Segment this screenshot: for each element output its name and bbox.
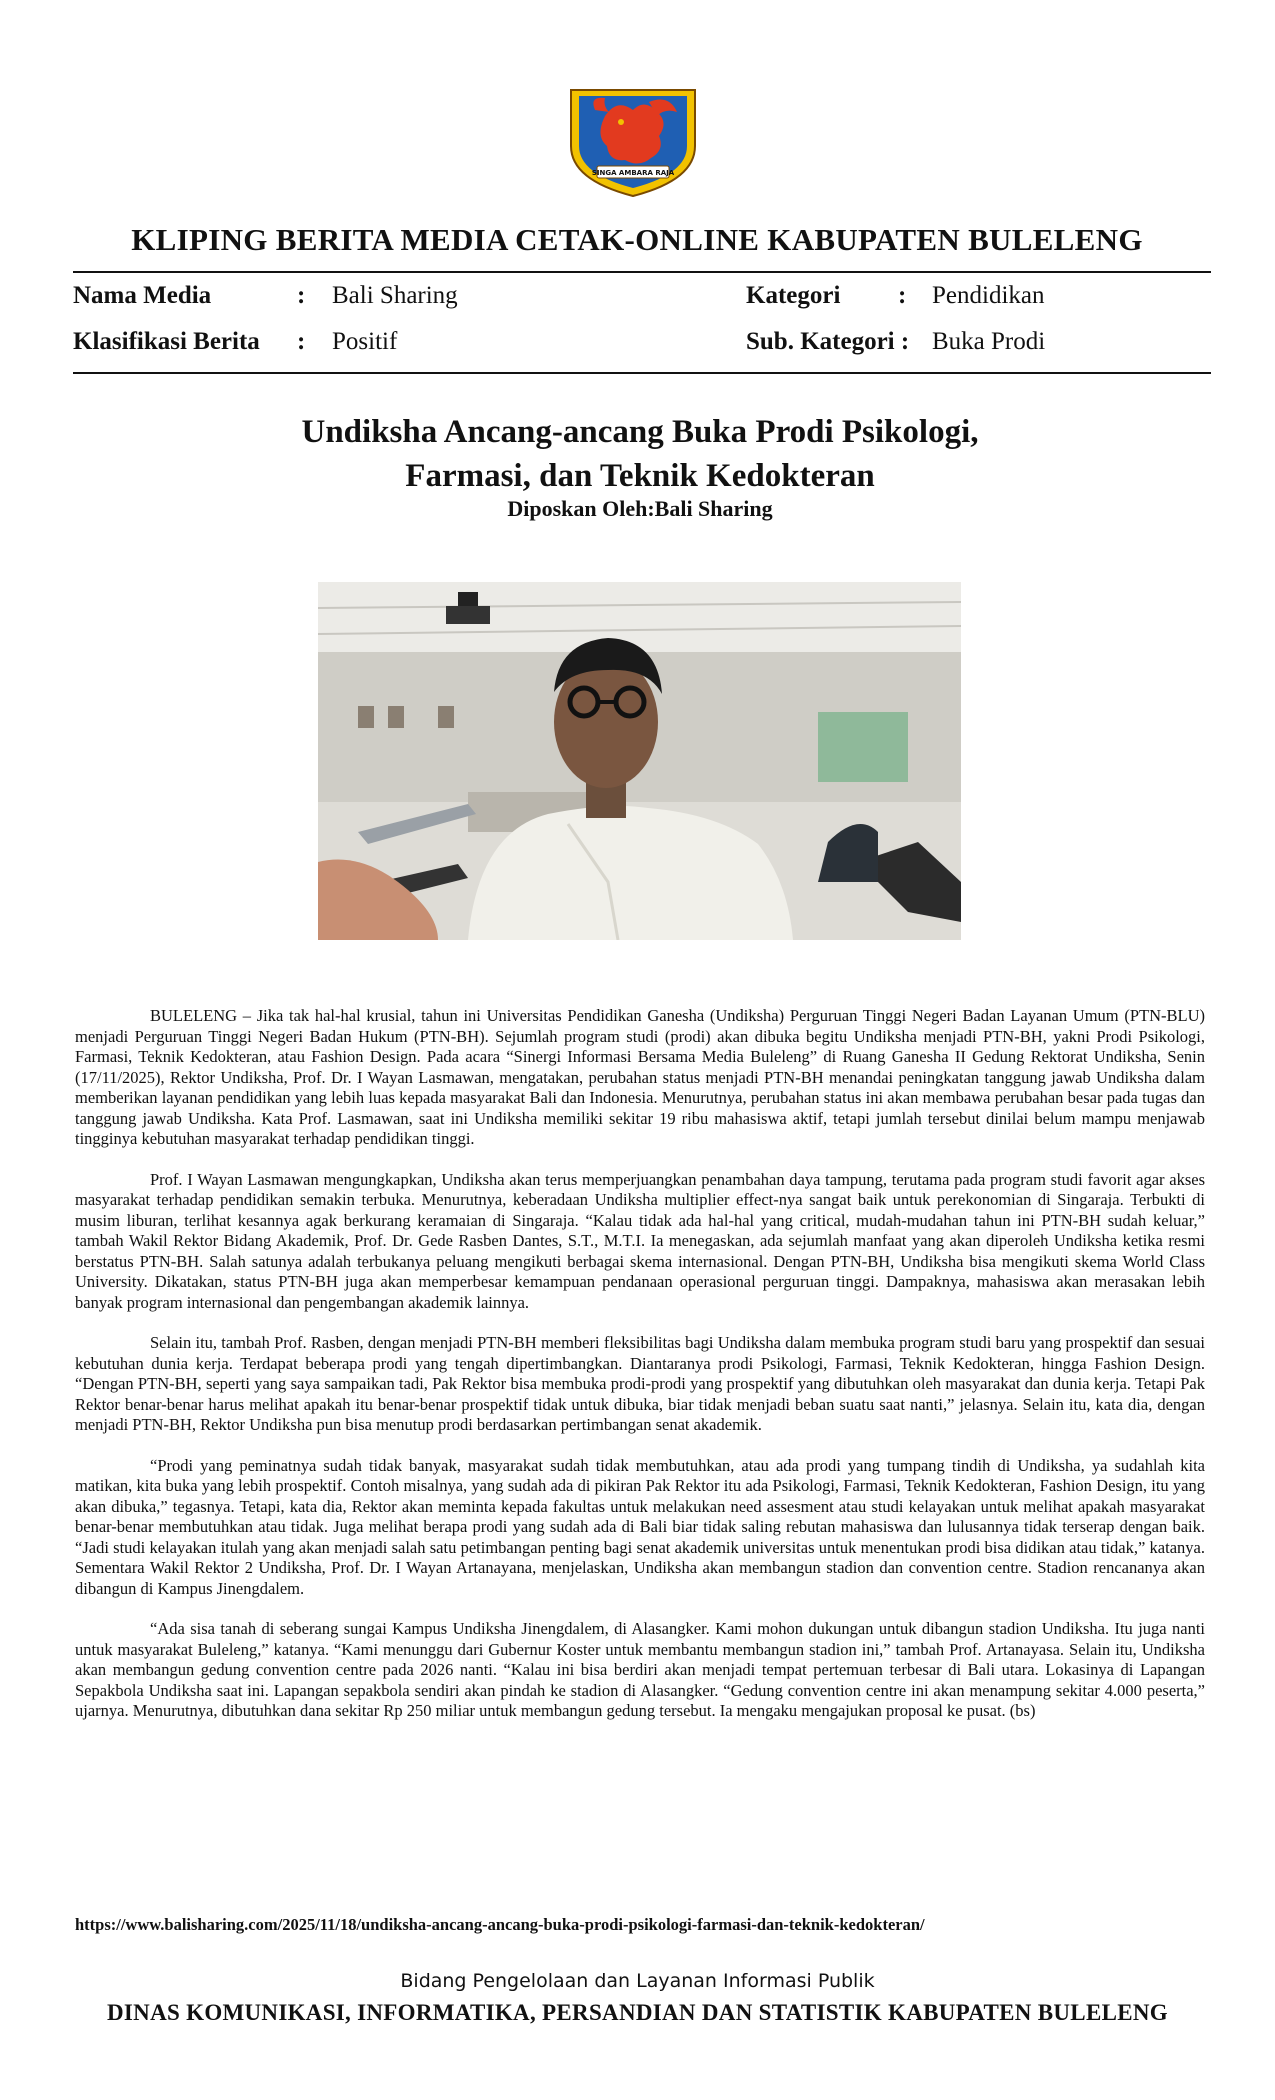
nama-media-label: Nama Media <box>73 282 212 309</box>
footer-division: Bidang Pengelolaan dan Layanan Informasi Publik <box>400 1970 875 1992</box>
header-bottom-rule <box>73 372 1211 374</box>
document-title: KLIPING BERITA MEDIA CETAK-ONLINE KABUPATEN BULELENG <box>131 222 1143 257</box>
headline-line-2: Farmasi, dan Teknik Kedokteran <box>405 458 875 494</box>
emblem-motto-text: SINGA AMBARA RAJA <box>591 169 675 177</box>
footer-agency: DINAS KOMUNIKASI, INFORMATIKA, PERSANDIAN DAN STATISTIK KABUPATEN BULELENG <box>107 2000 1168 2025</box>
article-paragraph: Prof. I Wayan Lasmawan mengungkapkan, Undiksha akan terus memperjuangkan penambahan daya tampung, terutama pada program studi favorit agar akses masyarakat terhadap pendidikan semakin terbuka. Menurutnya, keberadaan Undiksha multiplier effect-nya sangat baik untuk perekonomian di Singaraja. Terbukti di musim liburan, terlihat kesannya agak berkurang keramaian di Singaraja. “Kalau tidak ada hal-hal yang critical, mudah-mudahan tahun ini PTN-BH sudah keluar,” tambah Wakil Rektor Bidang Akademik, Prof. Dr. Gede Rasben Dantes, S.T., M.T.I. Ia menegaskan, ada sejumlah manfaat yang akan diperoleh Undiksha ketika resmi berstatus PTN-BH. Salah satunya adalah terbukanya peluang mengikuti berbagai skema internasional. Dengan PTN-BH, Undiksha bisa mengikuti skema World Class University. Dikatakan, status PTN-BH juga akan memperbesar kemampuan pendanaan operasional perguruan tinggi. Dampaknya, mahasiswa akan merasakan lebih banyak program internasional dan pengembangan akademik lainnya. <box>75 1169 1205 1312</box>
meta-row-1 <box>73 282 1211 322</box>
article-headline <box>140 410 1140 498</box>
klasifikasi-value: Positif <box>332 328 398 355</box>
article-byline: Diposkan Oleh:Bali Sharing <box>507 496 773 521</box>
header-top-rule <box>73 271 1211 273</box>
source-url-link[interactable]: https://www.balisharing.com/2025/11/18/undiksha-ancang-ancang-buka-prodi-psikologi-farmasi-dan-teknik-kedokteran/ <box>75 1915 925 1934</box>
sub-kategori-value: Buka Prodi <box>932 328 1046 355</box>
kategori-label: Kategori <box>746 282 841 309</box>
colon: : <box>297 328 306 355</box>
article-body <box>75 1006 1205 1742</box>
article-paragraph: Selain itu, tambah Prof. Rasben, dengan menjadi PTN-BH memberi fleksibilitas bagi Undiksha dalam membuka program studi baru yang prospektif dan sesuai kebutuhan dunia kerja. Terdapat beberapa prodi yang tengah dipertimbangkan. Diantaranya prodi Psikologi, Farmasi, Teknik Kedokteran, hingga Fashion Design. “Dengan PTN-BH, seperti yang saya sampaikan tadi, Pak Rektor bisa membuka prodi-prodi yang prospektif yang dibutuhkan oleh masyarakat dan dunia kerja. Tetapi Pak Rektor benar-benar harus melihat apakah itu benar-benar prospektif tidak untuk dibuka, biar tidak menjadi beban suatu saat nanti,” jelasnya. Selain itu, kata dia, dengan menjadi PTN-BH, Rektor Undiksha pun bisa menutup prodi berdasarkan pertimbangan senat akademik. <box>75 1333 1205 1434</box>
regency-emblem-logo <box>565 76 701 200</box>
article-photo <box>318 582 961 940</box>
sub-kategori-label: Sub. Kategori : <box>746 328 910 355</box>
nama-media-value: Bali Sharing <box>332 282 458 309</box>
kategori-value: Pendidikan <box>932 282 1045 309</box>
headline-line-1: Undiksha Ancang-ancang Buka Prodi Psikologi, <box>301 414 979 450</box>
article-paragraph: BULELENG – Jika tak hal-hal krusial, tahun ini Universitas Pendidikan Ganesha (Undiksha) Perguruan Tinggi Negeri Badan Layanan Umum (PTN-BLU) menjadi Perguruan Tinggi Negeri Badan Hukum (PTN-BH). Sejumlah program studi (prodi) akan dibuka begitu Undiksha menjadi PTN-BH, yakni Prodi Psikologi, Farmasi, Teknik Kedokteran, atau Fashion Design. Pada acara “Sinergi Informasi Bersama Media Buleleng” di Ruang Ganesha II Gedung Rektorat Undiksha, Senin (17/11/2025), Rektor Undiksha, Prof. Dr. I Wayan Lasmawan, mengatakan, perubahan status menjadi PTN-BH menandai peningkatan tanggung jawab Undiksha dalam memberikan layanan pendidikan yang lebih luas kepada masyarakat Bali dan Indonesia. Menurutnya, perubahan status ini akan membawa perubahan besar pada tugas dan tanggung jawab Undiksha. Kata Prof. Lasmawan, saat ini Undiksha memiliki sekitar 19 ribu mahasiswa aktif, tetapi jumlah tersebut dinilai belum mampu menjawab tingginya kebutuhan masyarakat terhadap pendidikan tinggi. <box>75 1006 1205 1148</box>
colon: : <box>898 282 907 309</box>
colon: : <box>297 282 306 309</box>
article-paragraph: “Ada sisa tanah di seberang sungai Kampus Undiksha Jinengdalem, di Alasangker. Kami mohon dukungan untuk dibangun stadion Undiksha. Itu juga nanti untuk masyarakat Buleleng,” katanya. “Kami menunggu dari Gubernur Koster untuk membantu membangun stadion ini,” tambah Prof. Artanayasa. Selain itu, Undiksha akan membangun gedung convention centre pada 2026 nanti. “Kalau ini bisa berdiri akan menjadi tempat pertemuan terbesar di Bali utara. Lokasinya di Lapangan Sepakbola Undiksha saat ini. Lapangan sepakbola sendiri akan pindah ke stadion di Alasangker. “Gedung convention centre ini akan menampung sekitar 4.000 peserta,” ujarnya. Menurutnya, dibutuhkan dana sekitar Rp 250 miliar untuk membangun gedung tersebut. Ia mengaku mengajukan proposal ke pusat. (bs) <box>75 1619 1205 1720</box>
article-paragraph: “Prodi yang peminatnya sudah tidak banyak, masyarakat sudah tidak membutuhkan, atau ada prodi yang tumpang tindih di Undiksha, ya sudahlah kita matikan, kita buka yang lebih prospektif. Contoh misalnya, yang sudah ada di pikiran Pak Rektor itu ada Psikologi, Farmasi, Teknik Kedokteran, Fashion Design, itu yang akan dibuka,” tegasnya. Tetapi, kata dia, Rektor akan meminta kepada fakultas untuk melakukan need assesment atau studi kelayakan untuk melihat apakah masyarakat benar-benar membutuhkan atau tidak. Juga melihat berapa prodi yang sudah ada di Bali biar tidak saling rebutan mahasiswa dan lulusannya tidak terserap dengan baik. “Jadi studi kelayakan itulah yang akan menjadi salah satu petimbangan penting bagi senat akademik universitas untuk menentukan prodi bisa didikan atau tidak,” katanya. Sementara Wakil Rektor 2 Undiksha, Prof. Dr. I Wayan Artanayana, menjelaskan, Undiksha akan membangun stadion dan convention centre. Stadion rencananya akan dibangun di Kampus Jinengdalem. <box>75 1455 1205 1598</box>
klasifikasi-label: Klasifikasi Berita <box>73 328 260 355</box>
meta-row-2 <box>73 328 1211 368</box>
